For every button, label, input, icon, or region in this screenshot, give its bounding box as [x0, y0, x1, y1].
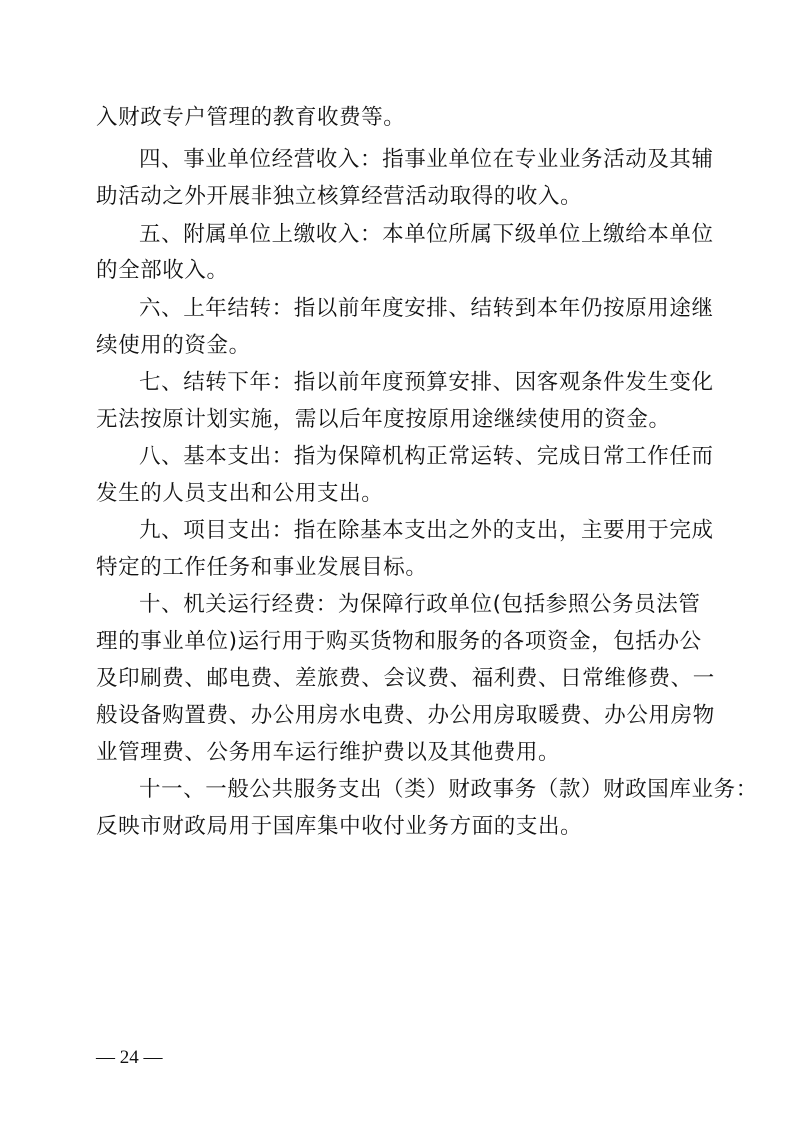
paragraph-10-line-1: 十、机关运行经费：为保障行政单位(包括参照公务员法管 [139, 592, 701, 617]
paragraph-7-line-1: 七、结转下年：指以前年度预算安排、因客观条件发生变化 [139, 370, 714, 395]
page-number: — 24 — [96, 1047, 163, 1068]
paragraph-10-line-4: 般设备购置费、办公用房水电费、办公用房取暖费、办公用房物 [96, 703, 715, 728]
paragraph-7-line-2: 无法按原计划实施，需以后年度按原用途继续使用的资金。 [96, 407, 671, 432]
paragraph-8-line-1: 八、基本支出：指为保障机构正常运转、完成日常工作任而 [139, 444, 714, 469]
paragraph-4-line-2: 助活动之外开展非独立核算经营活动取得的收入。 [96, 184, 583, 209]
text-line-1: 入财政专户管理的教育收费等。 [96, 105, 406, 130]
paragraph-4-line-1: 四、事业单位经营收入：指事业单位在专业业务活动及其辅 [139, 147, 714, 172]
paragraph-8-line-2: 发生的人员支出和公用支出。 [96, 481, 384, 506]
paragraph-10-line-3: 及印刷费、邮电费、差旅费、会议费、福利费、日常维修费、一 [96, 666, 715, 691]
paragraph-11-line-2: 反映市财政局用于国库集中收付业务方面的支出。 [96, 814, 583, 839]
paragraph-10-line-2: 理的事业单位)运行用于购买货物和服务的各项资金，包括办公 [96, 629, 702, 654]
paragraph-11-line-1: 十一、一般公共服务支出（类）财政事务（款）财政国库业务： [139, 777, 758, 802]
paragraph-10-line-5: 业管理费、公务用车运行维护费以及其他费用。 [96, 740, 561, 765]
paragraph-5-line-2: 的全部收入。 [96, 258, 229, 283]
paragraph-6-line-1: 六、上年结转：指以前年度安排、结转到本年仍按原用途继 [139, 296, 714, 321]
paragraph-9-line-1: 九、项目支出：指在除基本支出之外的支出，主要用于完成 [139, 518, 714, 543]
paragraph-9-line-2: 特定的工作任务和事业发展目标。 [96, 555, 428, 580]
paragraph-6-line-2: 续使用的资金。 [96, 333, 251, 358]
paragraph-5-line-1: 五、附属单位上缴收入：本单位所属下级单位上缴给本单位 [139, 222, 714, 247]
